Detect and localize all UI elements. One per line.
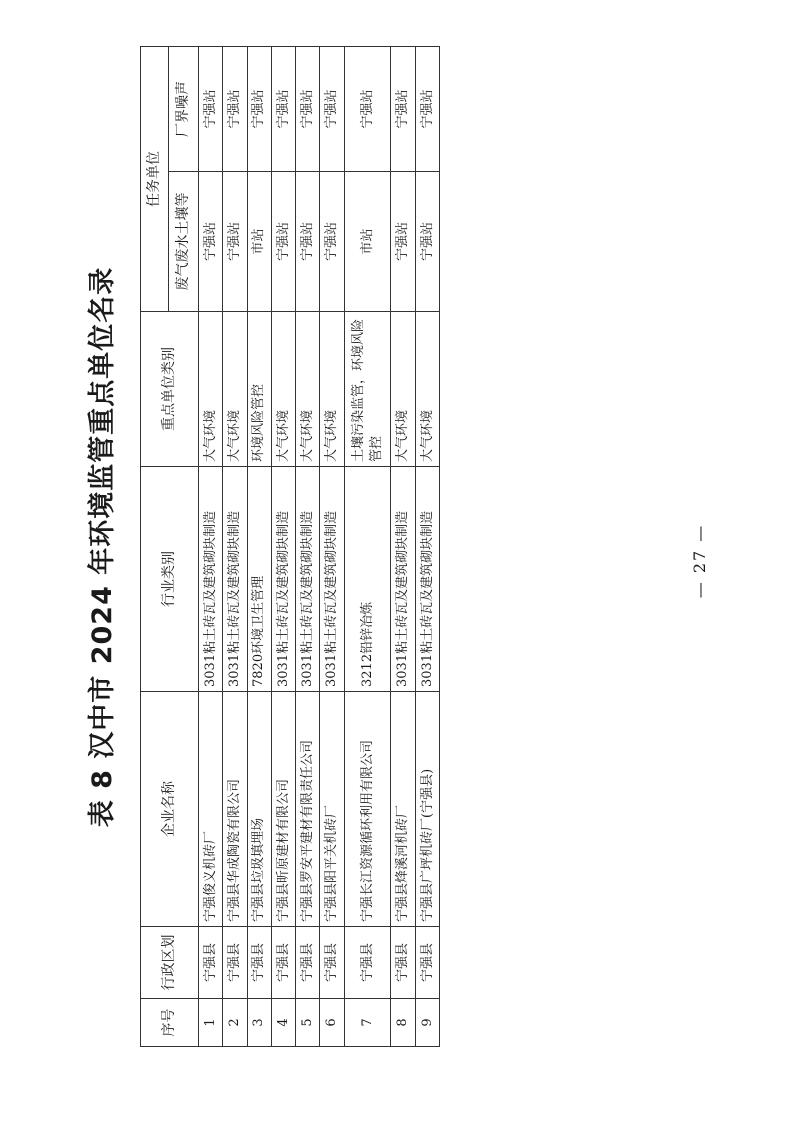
cell-industry: 3031粘土砖瓦及建筑砌块制造 xyxy=(296,467,320,692)
table-row xyxy=(271,47,295,1047)
cell-task2: 宁强站 xyxy=(271,47,295,172)
header-task: 任务单位 xyxy=(141,47,169,312)
cell-task1: 宁强站 xyxy=(296,172,320,312)
cell-industry: 7820环境卫生管理 xyxy=(247,467,271,692)
header-task-sub1: 废气废水土壤等 xyxy=(169,172,199,312)
table-row xyxy=(415,47,439,1047)
table-row xyxy=(199,47,223,1047)
cell-seq: 3 xyxy=(247,999,271,1047)
cell-region: 宁强县 xyxy=(271,927,295,999)
cell-task1: 宁强站 xyxy=(223,172,247,312)
cell-category: 大气环境 xyxy=(296,312,320,467)
cell-task1: 宁强站 xyxy=(320,172,344,312)
cell-region: 宁强县 xyxy=(247,927,271,999)
cell-region: 宁强县 xyxy=(391,927,415,999)
cell-category: 大气环境 xyxy=(271,312,295,467)
cell-company: 宁强县垃圾填埋场 xyxy=(247,692,271,927)
cell-task2: 宁强站 xyxy=(296,47,320,172)
cell-industry: 3212铅锌冶炼 xyxy=(344,467,391,692)
cell-region: 宁强县 xyxy=(223,927,247,999)
cell-category: 土壤污染监管，环境风险管控 xyxy=(344,312,391,467)
cell-seq: 1 xyxy=(199,999,223,1047)
page-number: — 27 — xyxy=(690,523,709,599)
cell-company: 宁强县烽溪河机砖厂 xyxy=(391,692,415,927)
cell-company: 宁强县广坪机砖厂(宁强县) xyxy=(415,692,439,927)
cell-industry: 3031粘土砖瓦及建筑砌块制造 xyxy=(391,467,415,692)
cell-task2: 宁强站 xyxy=(199,47,223,172)
cell-task2: 宁强站 xyxy=(223,47,247,172)
cell-seq: 4 xyxy=(271,999,295,1047)
cell-region: 宁强县 xyxy=(344,927,391,999)
header-industry: 行业类别 xyxy=(141,467,199,692)
cell-company: 宁强县阳平关机砖厂 xyxy=(320,692,344,927)
cell-task2: 宁强站 xyxy=(320,47,344,172)
cell-category: 大气环境 xyxy=(415,312,439,467)
cell-region: 宁强县 xyxy=(415,927,439,999)
key-units-table xyxy=(140,46,440,1047)
header-company: 企业名称 xyxy=(141,692,199,927)
cell-task1: 宁强站 xyxy=(271,172,295,312)
cell-seq: 2 xyxy=(223,999,247,1047)
cell-industry: 3031粘土砖瓦及建筑砌块制造 xyxy=(271,467,295,692)
cell-task2: 宁强站 xyxy=(344,47,391,172)
cell-company: 宁强县华成陶瓷有限公司 xyxy=(223,692,247,927)
cell-task1: 宁强站 xyxy=(391,172,415,312)
header-seq: 序号 xyxy=(141,999,199,1047)
table-row xyxy=(296,47,320,1047)
cell-company: 宁强长江资源循环利用有限公司 xyxy=(344,692,391,927)
cell-region: 宁强县 xyxy=(199,927,223,999)
cell-seq: 6 xyxy=(320,999,344,1047)
table-row xyxy=(320,47,344,1047)
header-region: 行政区划 xyxy=(141,927,199,999)
cell-industry: 3031粘土砖瓦及建筑砌块制造 xyxy=(415,467,439,692)
cell-task2: 宁强站 xyxy=(415,47,439,172)
cell-company: 宁强县罗安平建材有限责任公司 xyxy=(296,692,320,927)
cell-category: 大气环境 xyxy=(391,312,415,467)
cell-task2: 宁强站 xyxy=(247,47,271,172)
cell-industry: 3031粘土砖瓦及建筑砌块制造 xyxy=(199,467,223,692)
cell-seq: 8 xyxy=(391,999,415,1047)
cell-company: 宁强俊义机砖厂 xyxy=(199,692,223,927)
cell-task1: 宁强站 xyxy=(199,172,223,312)
table-row xyxy=(391,47,415,1047)
table-row xyxy=(344,47,391,1047)
cell-task1: 市站 xyxy=(247,172,271,312)
cell-seq: 7 xyxy=(344,999,391,1047)
table-row xyxy=(247,47,271,1047)
cell-industry: 3031粘土砖瓦及建筑砌块制造 xyxy=(320,467,344,692)
cell-region: 宁强县 xyxy=(296,927,320,999)
cell-industry: 3031粘土砖瓦及建筑砌块制造 xyxy=(223,467,247,692)
cell-task1: 宁强站 xyxy=(415,172,439,312)
cell-seq: 5 xyxy=(296,999,320,1047)
cell-seq: 9 xyxy=(415,999,439,1047)
cell-company: 宁强县昕原建材有限公司 xyxy=(271,692,295,927)
cell-category: 大气环境 xyxy=(199,312,223,467)
cell-category: 环境风险管控 xyxy=(247,312,271,467)
page-title: 表 8 汉中市 2024 年环境监管重点单位名录 xyxy=(87,266,118,828)
cell-category: 大气环境 xyxy=(223,312,247,467)
cell-task1: 市站 xyxy=(344,172,391,312)
table-row xyxy=(223,47,247,1047)
cell-task2: 宁强站 xyxy=(391,47,415,172)
cell-region: 宁强县 xyxy=(320,927,344,999)
cell-category: 大气环境 xyxy=(320,312,344,467)
header-task-sub2: 厂界噪声 xyxy=(169,47,199,172)
header-category: 重点单位类别 xyxy=(141,312,199,467)
